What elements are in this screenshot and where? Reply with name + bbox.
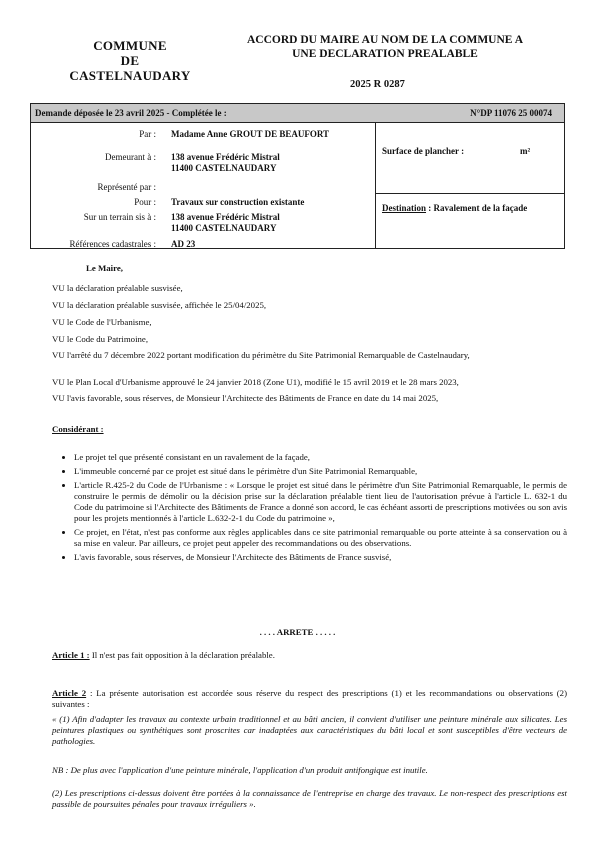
destination: [382, 203, 557, 214]
list-item: • L'immeuble concerné par ce projet est situé dans le périmètre d'un Site Patrimonial Remarquable,: [74, 466, 567, 477]
article-1-text: Il n'est pas fait opposition à la déclaration préalable.: [89, 650, 275, 660]
article-2: [52, 688, 567, 710]
request-table: [30, 103, 565, 249]
reference-number: 2025 R 0287: [350, 79, 405, 90]
value-pour: Travaux sur construction existante: [171, 197, 305, 207]
label-pour: Pour :: [134, 197, 156, 207]
vu-line: VU le Code du Patrimoine,: [52, 334, 149, 344]
vu-line: VU la déclaration préalable susvisée, affichée le 25/04/2025,: [52, 300, 267, 310]
article-2-text: : La présente autorisation est accordée sous réserve du respect des prescriptions (1) et les recommandations ou observations (2) suivantes :: [52, 688, 567, 709]
considerant-list: [62, 452, 567, 566]
commune-line: DE: [120, 53, 140, 68]
arrete-heading: . . . . ARRETE . . . . .: [259, 627, 336, 637]
table-header: [30, 103, 565, 123]
dp-number: N°DP 11076 25 00074: [470, 108, 552, 118]
prescription: « (1) Afin d'adapter les travaux au contexte urbain traditionnel et au bâti ancien, il convient d'utiliser une peinture minérale aux silicates. Les peintures plastiques ou synthétiques sont proscrites car inadaptées aux caractéristiques du bâti local et sont susceptibles d'être vecteurs de pathologies.: [52, 714, 567, 746]
le-maire: Le Maire,: [86, 263, 123, 273]
destination-label: Destination: [382, 203, 427, 213]
commune-line: CASTELNAUDARY: [69, 68, 191, 83]
nb-note: NB : De plus avec l'application d'une peinture minérale, l'application d'un produit antifongique est inutile.: [52, 765, 428, 775]
commune-line: COMMUNE: [93, 38, 167, 53]
list-item: • L'avis favorable, sous réserves, de Monsieur l'Architecte des Bâtiments de France susvisé,: [74, 552, 567, 563]
surface-unit: m²: [520, 146, 531, 156]
table-divider: [375, 123, 376, 249]
surface-label: Surface de plancher :: [382, 146, 465, 156]
article-1: [52, 650, 567, 661]
vu-line: VU le Code de l'Urbanisme,: [52, 317, 152, 327]
vu-line: VU l'avis favorable, sous réserves, de Monsieur l'Architecte des Bâtiments de France en date du 14 mai 2025,: [52, 393, 439, 403]
article-1-label: Article 1 :: [52, 650, 90, 660]
article-2-label: Article 2: [52, 688, 87, 698]
table-divider: [375, 193, 565, 194]
value-references: AD 23: [171, 239, 196, 249]
address-line: 138 avenue Frédéric Mistral: [171, 152, 280, 162]
commune-heading: [40, 38, 220, 83]
address-line: 138 avenue Frédéric Mistral: [171, 212, 280, 222]
vu-line: VU le Plan Local d'Urbanisme approuvé le 24 janvier 2018 (Zone U1), modifié le 15 avril 2019 et le 28 mars 2023,: [52, 377, 459, 387]
title-line: ACCORD DU MAIRE AU NOM DE LA COMMUNE A: [247, 34, 523, 46]
label-par: Par :: [139, 129, 156, 139]
value-demeurant: [171, 152, 280, 174]
considerant-heading: Considérant :: [52, 424, 104, 434]
list-item: • Le projet tel que présenté consistant en un ravalement de la façade,: [74, 452, 567, 463]
title-line: UNE DECLARATION PREALABLE: [292, 48, 478, 60]
vu-line: VU l'arrêté du 7 décembre 2022 portant modification du périmètre du Site Patrimonial Remarquable de Castelnaudary,: [52, 350, 470, 360]
list-item: • L'article R.425-2 du Code de l'Urbanisme : « Lorsque le projet est situé dans le périmètre d'un Site Patrimonial Remarquable, le permis de construire le permis de démolir ou la décision prise sur la déclaration préalable tient lieu de l'autorisation prévue à l'article L. 632-1 du Code du patrimoine si l'Architecte des Bâtiments de France a donné son accord, le cas échéant assorti de prescriptions motivées ou son avis pour les projets mentionnés à l'article L.632-2-1 du Code du patrimoine »,: [74, 480, 567, 524]
list-item: • Ce projet, en l'état, n'est pas conforme aux règles applicables dans ce site patrimonial remarquable ou porte atteinte à sa conservation ou à sa mise en valeur. Par ailleurs, ce projet peut appeler des recommandations ou des observations.: [74, 527, 567, 549]
label-represente: Représenté par :: [97, 182, 156, 192]
label-terrain: Sur un terrain sis à :: [83, 212, 156, 222]
vu-line: VU la déclaration préalable susvisée,: [52, 283, 183, 293]
address-line: 11400 CASTELNAUDARY: [171, 223, 277, 233]
value-terrain: [171, 212, 280, 234]
destination-value: : Ravalement de la façade: [426, 203, 528, 213]
label-references: Références cadastrales :: [69, 239, 156, 249]
label-demeurant: Demeurant à :: [105, 152, 156, 162]
address-line: 11400 CASTELNAUDARY: [171, 163, 277, 173]
note-2: (2) Les prescriptions ci-dessus doivent être portées à la connaissance de l'entreprise en charge des travaux. Le non-respect des prescriptions est passible de poursuites pénales pour travaux irréguliers ».: [52, 788, 567, 809]
document-title: [220, 33, 550, 61]
request-date: Demande déposée le 23 avril 2025 - Complétée le :: [35, 108, 227, 118]
value-par: Madame Anne GROUT DE BEAUFORT: [171, 129, 330, 139]
